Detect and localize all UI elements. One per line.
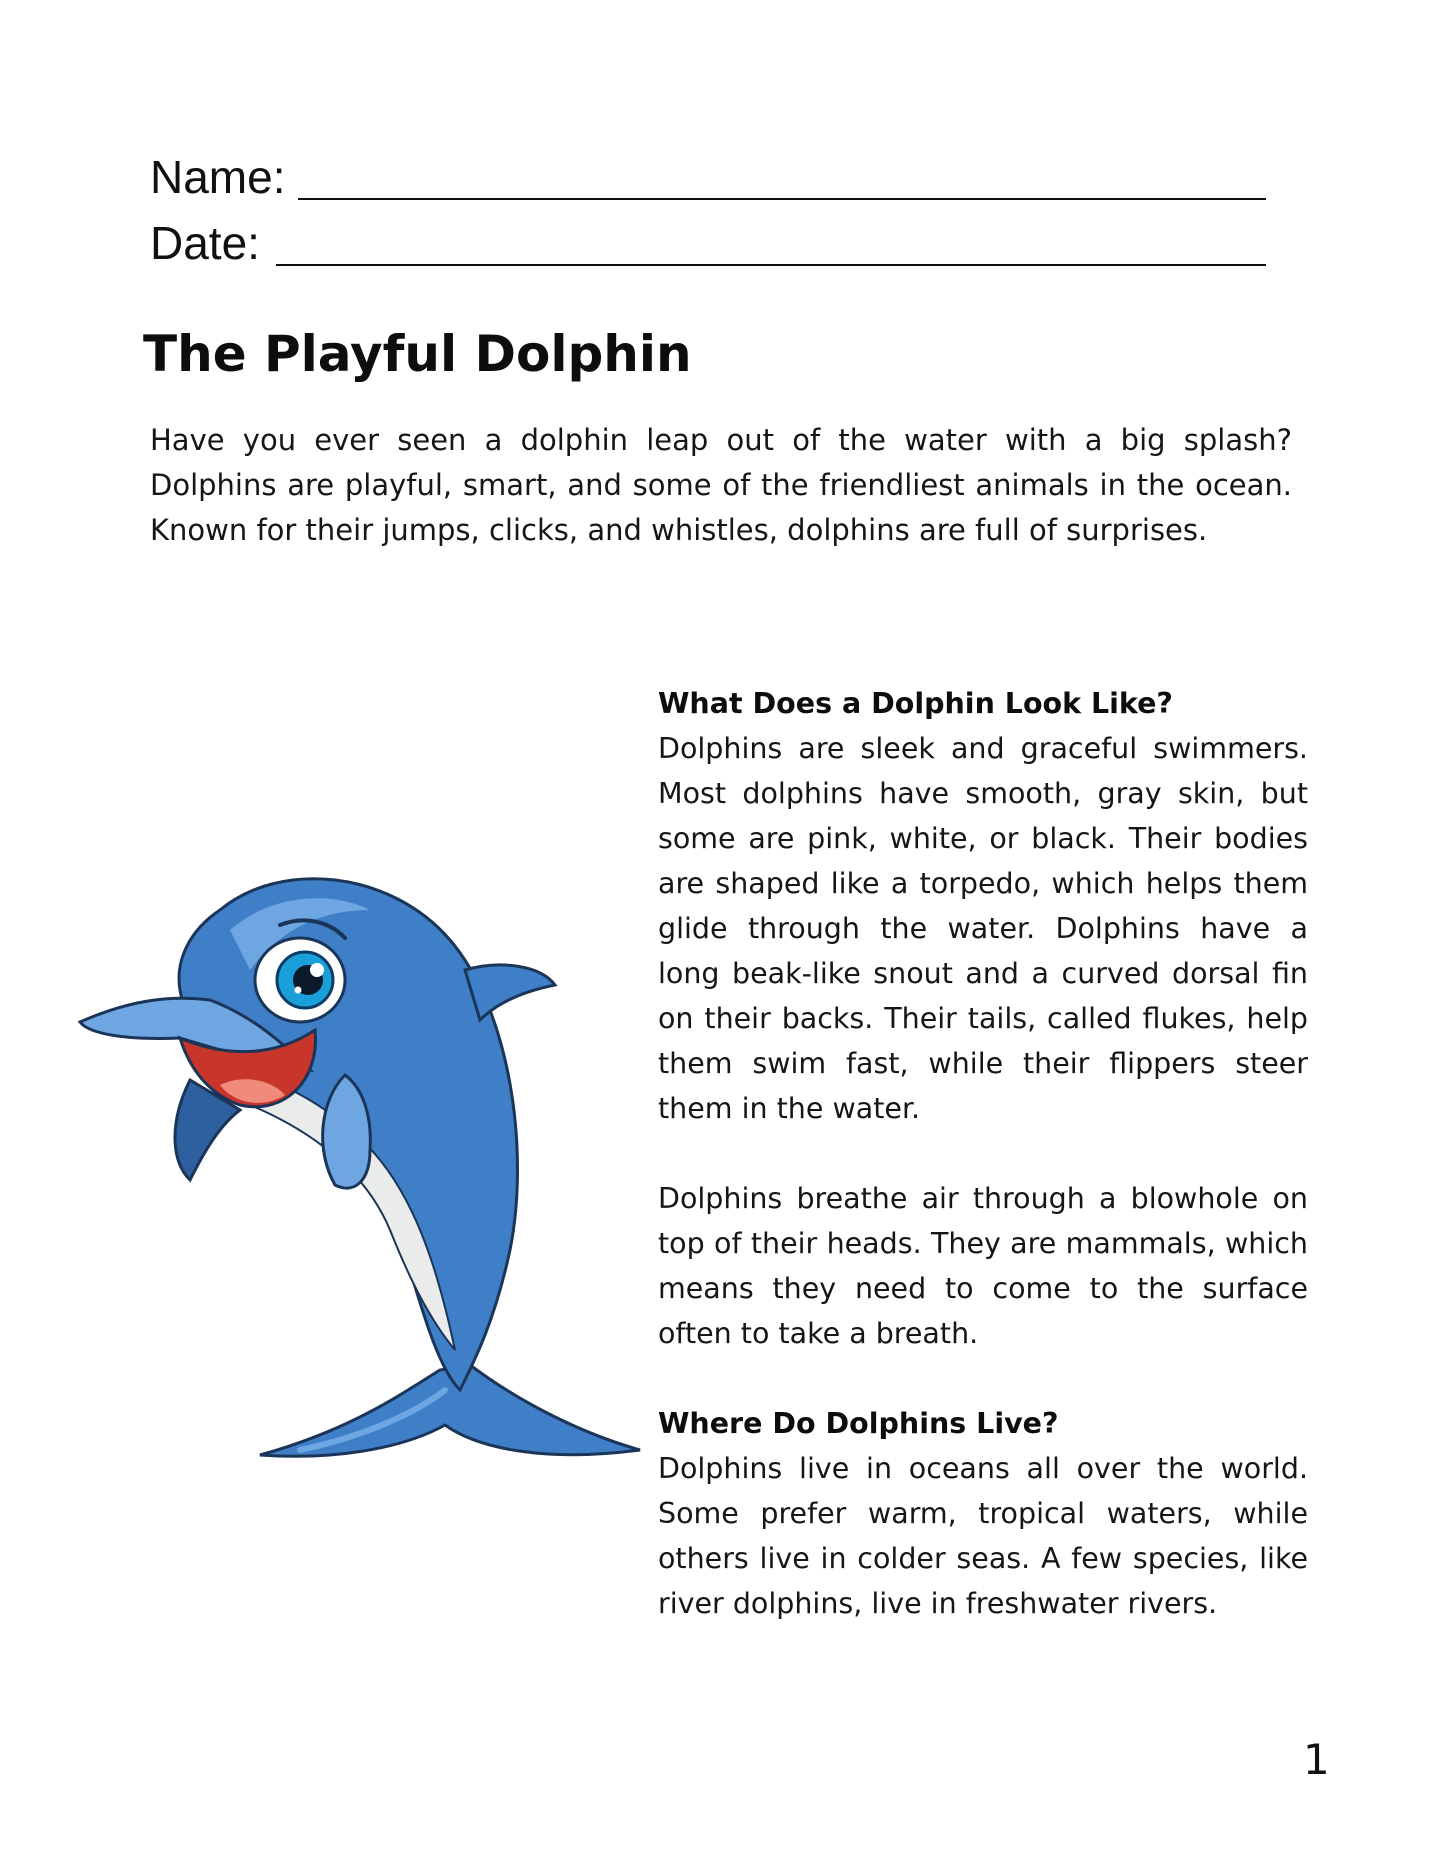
appearance-paragraph-2: Dolphins breathe air through a blowhole on top of their heads. They are mammals, which means they need to come to the surface often to take a breath. <box>658 1182 1308 1350</box>
page-number: 1 <box>1303 1735 1330 1784</box>
cartoon-dolphin-icon <box>70 850 650 1460</box>
date-field[interactable] <box>150 216 260 270</box>
name-blank-line[interactable] <box>298 198 1266 200</box>
habitat-paragraph-1: Dolphins live in oceans all over the world. Some prefer warm, tropical waters, while others live in colder seas. A few species, like river dolphins, live in freshwater rivers. <box>658 1452 1308 1620</box>
page-title: The Playful Dolphin <box>143 325 692 383</box>
date-blank-line[interactable] <box>276 264 1266 266</box>
paragraph-gap <box>658 1131 1308 1176</box>
intro-paragraph: Have you ever seen a dolphin leap out of the water with a big splash? Dolphins are playful, smart, and some of the friendliest animals in the ocean. Known for their jumps, clicks, and whistles, dolphins are full of surprises. <box>150 423 1292 547</box>
section-heading-appearance: What Does a Dolphin Look Like? <box>658 687 1173 720</box>
name-field[interactable] <box>150 150 285 204</box>
body-column <box>658 681 1308 1626</box>
paragraph-gap <box>658 1356 1308 1401</box>
section-heading-habitat: Where Do Dolphins Live? <box>658 1407 1059 1440</box>
appearance-paragraph-1: Dolphins are sleek and graceful swimmers. Most dolphins have smooth, gray skin, but some are pink, white, or black. Their bodies are shaped like a torpedo, which helps them glide through the water. Dolphins have a long beak-like snout and a curved dorsal fin on their backs. Their tails, called flukes, help them swim fast, while their flippers steer them in the water. <box>658 732 1308 1125</box>
name-label: Name: <box>150 151 286 203</box>
date-label: Date: <box>150 217 260 269</box>
